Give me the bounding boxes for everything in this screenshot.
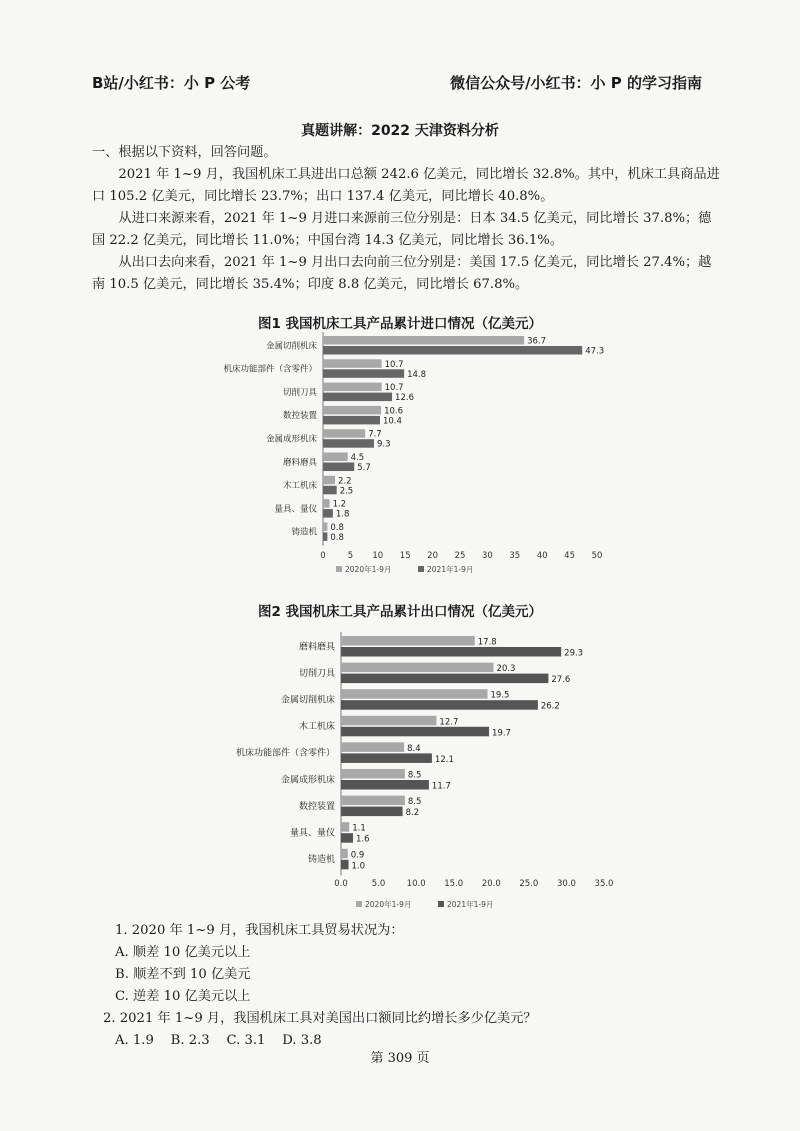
bar [323, 359, 382, 368]
data-label: 10.6 [384, 406, 404, 417]
data-label: 2.5 [339, 486, 354, 497]
category-label: 机床功能部件（含零件） [223, 364, 317, 375]
bar [341, 700, 538, 710]
bar [323, 406, 381, 415]
bar [323, 369, 404, 378]
data-label: 10.7 [384, 383, 404, 394]
legend-label: 2021年1-9月 [427, 565, 474, 574]
category-label: 金属成形机床 [265, 434, 317, 445]
bar [323, 476, 335, 485]
tick-label: 5.0 [371, 879, 386, 889]
bar [341, 727, 489, 737]
question-1-stem: 1. 2020 年 1~9 月，我国机床工具贸易状况为： [115, 923, 404, 938]
paragraph-3: 从出口去向来看，2021 年 1~9 月出口去向前三位分别是：美国 17.5 亿美元，同比增长 27.4%；越南 10.5 亿美元，同比增长 35.4%；印度 8.8 亿美元，同比增长 67.8%。 [92, 255, 712, 292]
data-label: 26.2 [540, 701, 560, 712]
bar [341, 833, 353, 843]
category-label: 数控装置 [298, 801, 335, 812]
question-1-option-c: C. 逆差 10 亿美元以上 [115, 989, 251, 1004]
bar [323, 486, 337, 495]
bar [341, 780, 429, 790]
category-label: 磨料磨具 [282, 457, 317, 468]
data-label: 8.5 [407, 770, 422, 781]
bar [341, 849, 348, 859]
tick-label: 25 [454, 551, 466, 561]
header-left: B站/小红书：小 P 公考 [92, 74, 251, 92]
questions [103, 920, 735, 1052]
data-label: 19.5 [490, 690, 510, 701]
category-label: 铸造机 [307, 855, 335, 866]
bar [323, 509, 333, 517]
category-label: 金属成形机床 [280, 775, 335, 786]
data-label: 11.7 [431, 781, 451, 792]
page-title: 真题讲解：2022 天津资料分析 [301, 123, 499, 139]
data-label: 0.9 [350, 850, 365, 861]
page-number: 第 309 页 [370, 1051, 430, 1066]
category-label: 木工机床 [282, 481, 317, 492]
header-right: 微信公众号/小红书：小 P 的学习指南 [450, 74, 702, 92]
category-label: 木工机床 [298, 722, 335, 733]
tick-label: 10 [372, 551, 384, 561]
tick-label: 5 [347, 551, 354, 561]
data-label: 7.7 [368, 429, 382, 440]
intro-line: 一、根据以下资料，回答问题。 [92, 145, 277, 160]
bar [341, 822, 349, 832]
bar [323, 453, 348, 462]
legend-label: 2020年1-9月 [345, 565, 392, 574]
tick-label: 30 [481, 551, 493, 561]
legend-label: 2020年1-9月 [365, 900, 412, 909]
category-label: 铸造机 [291, 527, 317, 538]
chart1-title: 图1 我国机床工具产品累计进口情况（亿美元） [257, 316, 543, 332]
chart2-title: 图2 我国机床工具产品累计出口情况（亿美元） [257, 604, 543, 620]
tick-label: 25.0 [519, 879, 539, 889]
bar [341, 753, 432, 763]
question-2-stem: 2. 2021 年 1~9 月，我国机床工具对美国出口额同比约增长多少亿美元？ [103, 1011, 537, 1026]
paragraph-2: 从进口来源来看，2021 年 1~9 月进口来源前三位分别是：日本 34.5 亿美元，同比增长 37.8%；德国 22.2 亿美元，同比增长 11.0%；中国台湾 14.3 亿美元，同比增长 36.1%。 [92, 211, 712, 248]
category-label: 切削刀具 [298, 668, 335, 679]
data-label: 12.1 [434, 754, 454, 765]
bar [341, 647, 561, 657]
bar [341, 689, 488, 699]
material-text [92, 142, 722, 296]
tick-label: 15.0 [444, 879, 464, 889]
legend-label: 2021年1-9月 [447, 900, 494, 909]
bar [341, 716, 436, 726]
bar [323, 383, 382, 392]
tick-label: 35.0 [594, 879, 614, 889]
data-label: 36.7 [527, 336, 547, 347]
bar [323, 346, 582, 355]
category-label: 切削刀具 [282, 387, 317, 398]
tick-label: 50 [591, 551, 603, 561]
question-2-options: A. 1.9 B. 2.3 C. 3.1 D. 3.8 [115, 1033, 322, 1048]
bar [341, 742, 404, 752]
bar [341, 860, 349, 870]
bar [323, 393, 392, 402]
bar [341, 807, 403, 817]
export-bar-chart [0, 622, 800, 920]
data-label: 5.7 [357, 463, 371, 473]
tick-label: 0 [320, 551, 326, 561]
tick-label: 40 [536, 551, 548, 561]
category-label: 量具、量仪 [289, 828, 335, 839]
bar [341, 674, 548, 684]
category-label: 数控装置 [282, 411, 317, 422]
bar [323, 336, 524, 345]
data-label: 1.0 [351, 861, 366, 872]
bar [323, 522, 327, 531]
data-label: 12.6 [395, 393, 414, 404]
bar [341, 769, 405, 779]
data-label: 8.2 [405, 808, 420, 819]
bar [341, 636, 475, 646]
bar [323, 499, 330, 508]
bar [341, 663, 494, 673]
bar [323, 463, 354, 472]
data-label: 29.3 [564, 648, 584, 659]
tick-label: 0.0 [334, 879, 348, 889]
data-label: 0.8 [330, 522, 344, 533]
data-label: 4.5 [350, 453, 365, 463]
data-label: 8.5 [407, 797, 422, 808]
tick-label: 10.0 [406, 879, 426, 889]
data-label: 19.7 [492, 728, 511, 739]
bar [323, 416, 380, 425]
data-label: 1.1 [352, 823, 366, 834]
tick-label: 20.0 [481, 879, 501, 889]
data-label: 20.3 [496, 664, 516, 675]
data-label: 9.3 [376, 439, 391, 450]
paragraph-1: 2021 年 1~9 月，我国机床工具进出口总额 242.6 亿美元，同比增长 32.8%。其中，机床工具商品进口 105.2 亿美元，同比增长 23.7%；出口 137.4 亿美元，同比增长 40.8%。 [92, 167, 720, 204]
data-label: 10.4 [382, 416, 402, 427]
tick-label: 35 [509, 551, 521, 561]
bar [323, 532, 327, 541]
data-label: 27.6 [551, 675, 571, 686]
data-label: 8.4 [407, 743, 421, 754]
data-label: 47.3 [585, 346, 605, 357]
legend-swatch [356, 901, 362, 907]
data-label: 12.7 [439, 717, 459, 728]
bar [323, 429, 365, 438]
import-bar-chart [0, 332, 800, 584]
legend-swatch [418, 566, 424, 572]
data-label: 1.6 [356, 834, 370, 845]
data-label: 2.2 [338, 476, 352, 487]
category-label: 金属切削机床 [265, 341, 317, 352]
data-label: 10.7 [384, 359, 404, 370]
data-label: 1.2 [332, 499, 347, 510]
question-1-option-b: B. 顺差不到 10 亿美元 [115, 967, 251, 982]
data-label: 0.8 [330, 532, 344, 543]
tick-label: 45 [564, 551, 576, 561]
data-label: 1.8 [335, 509, 350, 520]
tick-label: 20 [427, 551, 439, 561]
category-label: 磨料磨具 [298, 642, 335, 653]
bar [323, 439, 374, 448]
data-label: 17.8 [477, 637, 497, 648]
category-label: 量具、量仪 [274, 504, 317, 515]
bar [341, 796, 405, 806]
tick-label: 15 [399, 551, 411, 561]
category-label: 机床功能部件（含零件） [235, 748, 335, 759]
legend-swatch [438, 901, 444, 907]
question-1-option-a: A. 顺差 10 亿美元以上 [115, 945, 251, 960]
tick-label: 30.0 [556, 879, 576, 889]
data-label: 14.8 [407, 369, 427, 380]
category-label: 金属切削机床 [280, 695, 335, 706]
legend-swatch [336, 566, 342, 572]
